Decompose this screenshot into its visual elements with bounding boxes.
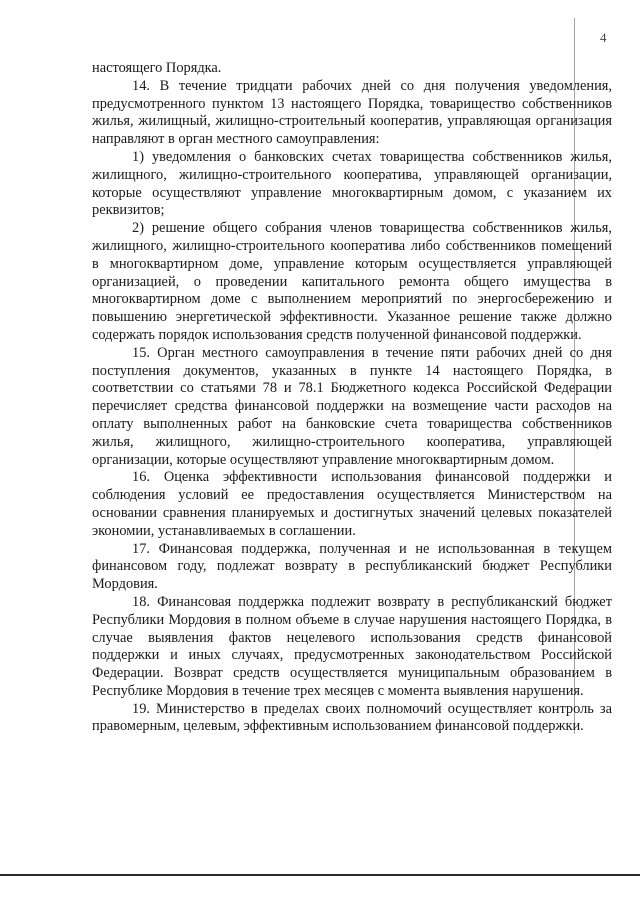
paragraph-continuation: настоящего Порядка. [92,60,222,76]
page-number: 4 [600,30,607,45]
scan-bottom-edge [0,874,640,876]
paragraph-item-17: 17. Финансовая поддержка, полученная и не использованная в текущем финансовом году, подлежат возврату в республиканский бюджет Республики Мордовия. [92,540,612,593]
paragraph-item-16: 16. Оценка эффективности использования финансовой поддержки и соблюдения условий ее предоставления осуществляется Министерством на основании сравнения планируемых и достигнутых значений целевых показателей экономии, устанавливаемых в соглашении. [92,469,612,539]
paragraph-item-14-2: 2) решение общего собрания членов товарищества собственников жилья, жилищного, жилищно-строительного кооператива либо собственников помещений в многоквартирном доме, управление которым осуществляется управляющей организацией, о проведении капитального ремонта общего имущества в многоквартирном доме с выполнением мероприятий по энергосбережению и повышению энергетической эффективности. Указанное решение также должно содержать порядок использования средств полученной финансовой поддержки. [92,220,612,343]
document-body [92,60,612,736]
paragraph-item-14-1: 1) уведомления о банковских счетах товарищества собственников жилья, жилищного, жилищно-строительного кооператива, управляющей организации, которые осуществляют управление многоквартирным домом, с указанием их реквизитов; [92,148,612,219]
paragraph-item-19: 19. Министерство в пределах своих полномочий осуществляет контроль за правомерным, целевым, эффективным использованием финансовой поддержки. [92,700,612,735]
paragraph-item-14: 14. В течение тридцати рабочих дней со дня получения уведомления, предусмотренного пунктом 13 настоящего Порядка, товарищество собственников жилья, жилищный, жилищно-строительный кооператив, управляющая организация направляют в орган местного самоуправления: [92,77,612,148]
paragraph-item-18: 18. Финансовая поддержка подлежит возврату в республиканский бюджет Республики Мордовия в полном объеме в случае нарушения настоящего Порядка, в случае выявления фактов нецелевого использования средств финансовой поддержки и иных случаях, предусмотренных законодательством Российской Федерации. Возврат средств осуществляется муниципальным образованием в Республике Мордовия в течение трех месяцев с момента выявления нарушения. [92,593,612,699]
paragraph-item-15: 15. Орган местного самоуправления в течение пяти рабочих дней со дня поступления документов, указанных в пункте 14 настоящего Порядка, в соответствии со статьями 78 и 78.1 Бюджетного кодекса Российской Федерации перечисляет средства финансовой поддержки на возмещение части расходов на оплату выполненных работ на банковские счета товарищества собственников жилья, жилищного, жилищно-строительного кооператива, управляющей организации, которые осуществляют управление многоквартирным домом. [92,344,612,468]
